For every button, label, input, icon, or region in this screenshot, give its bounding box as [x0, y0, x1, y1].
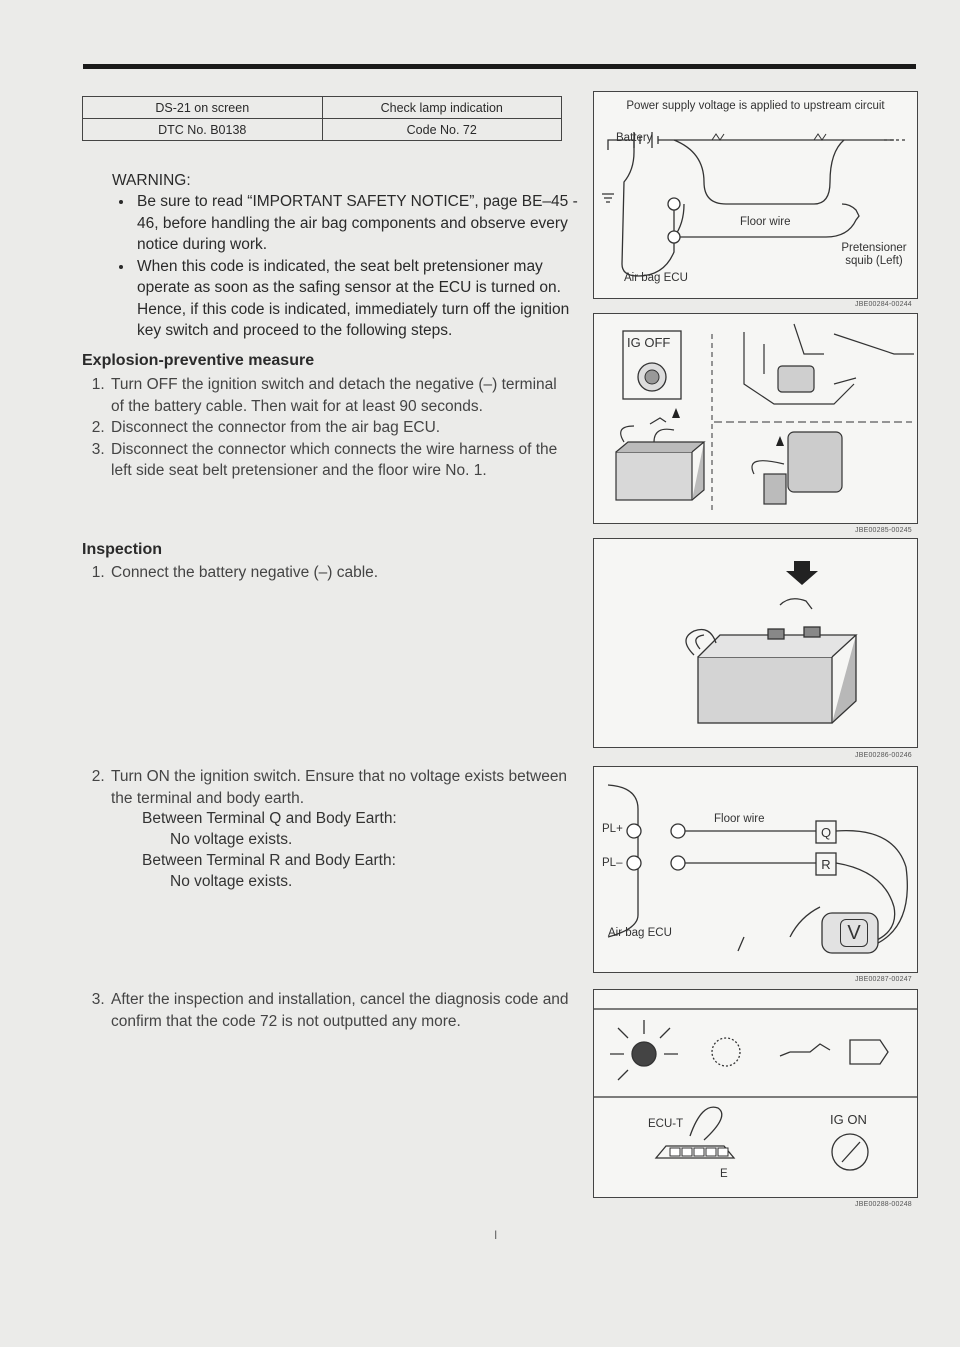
- ecu-label: Air bag ECU: [608, 927, 672, 939]
- pl-minus-label: PL–: [602, 857, 623, 869]
- battery-drawing: [594, 539, 917, 747]
- table-cell: Check lamp indication: [322, 97, 562, 119]
- warning-title: WARNING:: [112, 172, 191, 189]
- e-label: E: [720, 1168, 728, 1180]
- table-cell: DTC No. B0138: [83, 119, 323, 141]
- figure-disconnect: [593, 313, 918, 524]
- warning-item: • When this code is indicated, the seat belt pretensioner may operate as soon as the safing sensor at the ECU is turned on. Hence, if this code is indicated, immediately turn off the ignition key switch and proceed to the following steps.: [134, 256, 586, 342]
- list-item: 2. Disconnect the connector from the air bag ECU.: [109, 417, 564, 439]
- diagnosis-drawing: [594, 990, 917, 1197]
- warning-item: • Be sure to read “IMPORTANT SAFETY NOTICE”, page BE–45 - 46, before handling the air bag components and observe every notice during work.: [134, 191, 586, 256]
- battery-label: Battery: [616, 132, 653, 144]
- inspection-heading: Inspection: [82, 541, 163, 558]
- terminal-r-label: R: [821, 857, 831, 872]
- floor-wire-label: Floor wire: [714, 813, 765, 825]
- ecu-label: Air bag ECU: [624, 272, 688, 284]
- inspection-step-3: [82, 989, 569, 1032]
- inspection-step-2: [82, 766, 574, 809]
- explosion-heading: Explosion-preventive measure: [82, 352, 315, 369]
- figure-battery: [593, 538, 918, 748]
- floor-wire-label: Floor wire: [740, 216, 791, 228]
- dtc-table: [82, 96, 562, 141]
- table-row: [83, 97, 562, 119]
- r-value: No voltage exists.: [170, 873, 293, 890]
- figure-voltage-check: [593, 766, 918, 973]
- voltage-check-drawing: [594, 767, 917, 972]
- list-item: 1. Turn OFF the ignition switch and detach the negative (–) terminal of the battery cable. Then wait for at least 90 seconds.: [109, 374, 564, 417]
- figure-code: JBE00286-00246: [855, 752, 912, 759]
- warning-list: [112, 191, 586, 342]
- pl-plus-label: PL+: [602, 823, 623, 835]
- inspection-step-1: [82, 562, 564, 584]
- table-cell: Code No. 72: [322, 119, 562, 141]
- list-item: 1. Connect the battery negative (–) cable.: [109, 562, 564, 584]
- voltmeter-label: V: [840, 919, 868, 947]
- list-item: 2. Turn ON the ignition switch. Ensure that no voltage exists between the terminal and body earth.: [109, 766, 574, 809]
- q-label: Between Terminal Q and Body Earth:: [142, 810, 397, 827]
- ig-on-label: IG ON: [830, 1112, 867, 1127]
- terminal-q-label: Q: [820, 825, 832, 840]
- figure-diagnosis-cancel: [593, 989, 918, 1198]
- page-marker: I: [494, 1228, 498, 1242]
- pretensioner-label: Pretensioner squib (Left): [841, 242, 907, 267]
- figure-code: JBE00284-00244: [855, 301, 912, 308]
- list-item: 3. After the inspection and installation, cancel the diagnosis code and confirm that the code 72 is not outputted any more.: [109, 989, 569, 1032]
- ig-off-label: IG OFF: [627, 335, 671, 350]
- figure-circuit: [593, 91, 918, 299]
- table-row: [83, 119, 562, 141]
- table-cell: DS-21 on screen: [83, 97, 323, 119]
- q-value: No voltage exists.: [170, 831, 293, 848]
- header-rule: [83, 64, 916, 69]
- figure-code: JBE00287-00247: [855, 976, 912, 983]
- figure-code: JBE00288-00248: [855, 1201, 912, 1208]
- ecu-t-label: ECU-T: [648, 1118, 684, 1130]
- figure-code: JBE00285-00245: [855, 527, 912, 534]
- list-item: 3. Disconnect the connector which connects the wire harness of the left side seat belt pretensioner and the floor wire No. 1.: [109, 439, 564, 482]
- figure-caption: Power supply voltage is applied to upstream circuit: [626, 100, 885, 112]
- explosion-steps: [82, 374, 564, 482]
- r-label: Between Terminal R and Body Earth:: [142, 852, 396, 869]
